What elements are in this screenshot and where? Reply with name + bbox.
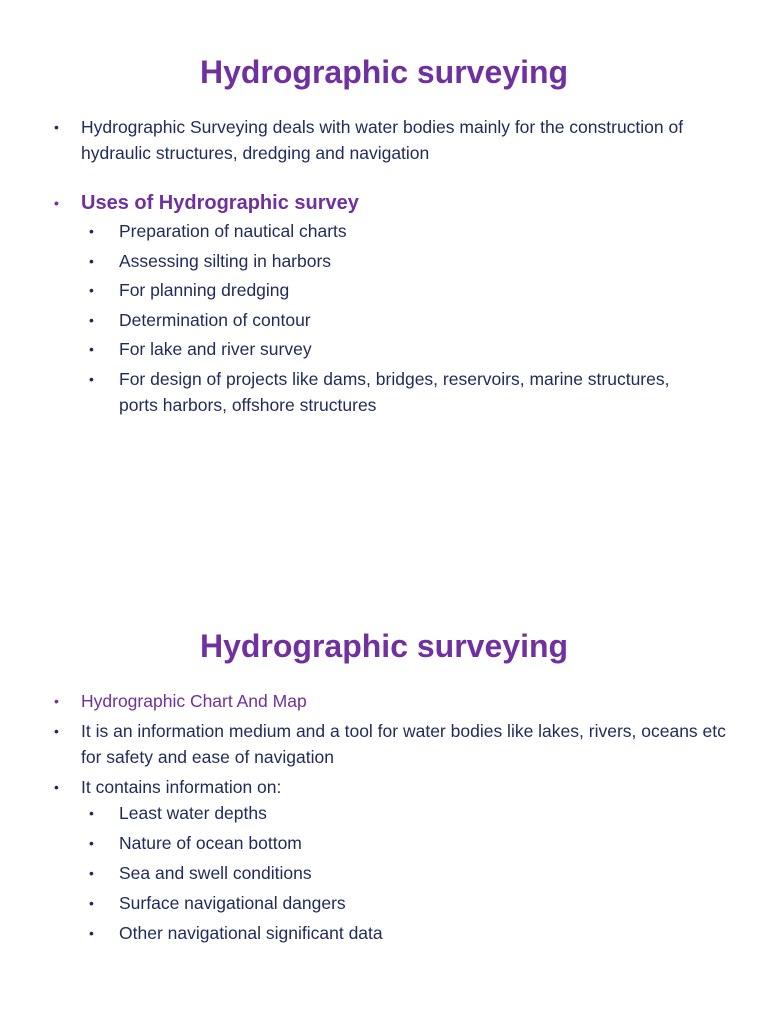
intro-text: Hydrographic Surveying deals with water bodies mainly for the construction of hydraulic structures, dredging and navigation <box>81 117 684 163</box>
bullet-icon: • <box>89 223 94 239</box>
definition-text: It is an information medium and a tool for water bodies like lakes, rivers, oceans etc for safety and ease of navigation <box>81 721 726 767</box>
uses-sublist-container <box>0 218 768 418</box>
bullet-icon: • <box>89 341 94 357</box>
list-item-text: For planning dredging <box>119 280 290 300</box>
chart-heading-item <box>0 688 768 714</box>
list-item <box>81 277 728 303</box>
contains-item <box>0 774 768 946</box>
slide-2-bullet-list <box>0 688 768 950</box>
slide-1-title: Hydrographic surveying <box>199 54 569 90</box>
bullet-icon: • <box>89 865 94 881</box>
list-item-text: For design of projects like dams, bridges, reservoirs, marine structures, ports harbors, offshore structures <box>119 368 670 415</box>
list-item <box>81 307 728 333</box>
list-item <box>81 830 728 856</box>
uses-sublist <box>81 218 728 418</box>
list-item-text: Determination of contour <box>119 309 311 330</box>
list-item <box>81 890 728 916</box>
bullet-icon: • <box>89 252 94 269</box>
slide-1-bullet-list <box>0 114 768 421</box>
list-item <box>81 860 728 886</box>
list-item <box>81 218 728 244</box>
contains-label: It contains information on: <box>81 777 282 797</box>
contains-sublist <box>81 800 728 946</box>
bullet-icon: • <box>89 282 94 298</box>
list-item-text: Surface navigational dangers <box>119 893 346 913</box>
list-item <box>81 800 728 826</box>
bullet-icon: • <box>89 311 94 328</box>
list-item <box>81 920 728 946</box>
slide-2-title: Hydrographic surveying <box>199 628 569 664</box>
bullet-icon: • <box>54 119 59 135</box>
bullet-icon: • <box>89 370 94 387</box>
definition-item <box>0 718 768 770</box>
list-item <box>81 248 728 274</box>
list-item-text: Nature of ocean bottom <box>119 833 302 853</box>
bullet-icon: • <box>89 925 94 941</box>
slide-2 <box>0 570 768 1010</box>
bullet-icon: • <box>54 693 59 709</box>
uses-heading-item <box>0 188 768 218</box>
uses-heading-text: Uses of Hydrographic survey <box>81 192 359 214</box>
list-item-text: Sea and swell conditions <box>119 863 312 883</box>
list-item-text: Least water depths <box>119 803 267 823</box>
list-item <box>81 336 728 362</box>
bullet-icon: • <box>89 895 94 911</box>
list-item <box>81 366 728 418</box>
list-item-text: Other navigational significant data <box>119 923 383 943</box>
list-item-text: Preparation of nautical charts <box>119 221 347 241</box>
bullet-icon: • <box>89 835 94 851</box>
bullet-icon: • <box>54 195 59 211</box>
bullet-icon: • <box>54 723 59 739</box>
bullet-icon: • <box>89 805 94 821</box>
chart-heading-text: Hydrographic Chart And Map <box>81 691 307 711</box>
bullet-icon: • <box>54 779 59 795</box>
list-item-text: For lake and river survey <box>119 339 312 359</box>
list-item-text: Assessing silting in harbors <box>119 250 332 271</box>
intro-item <box>0 114 768 166</box>
